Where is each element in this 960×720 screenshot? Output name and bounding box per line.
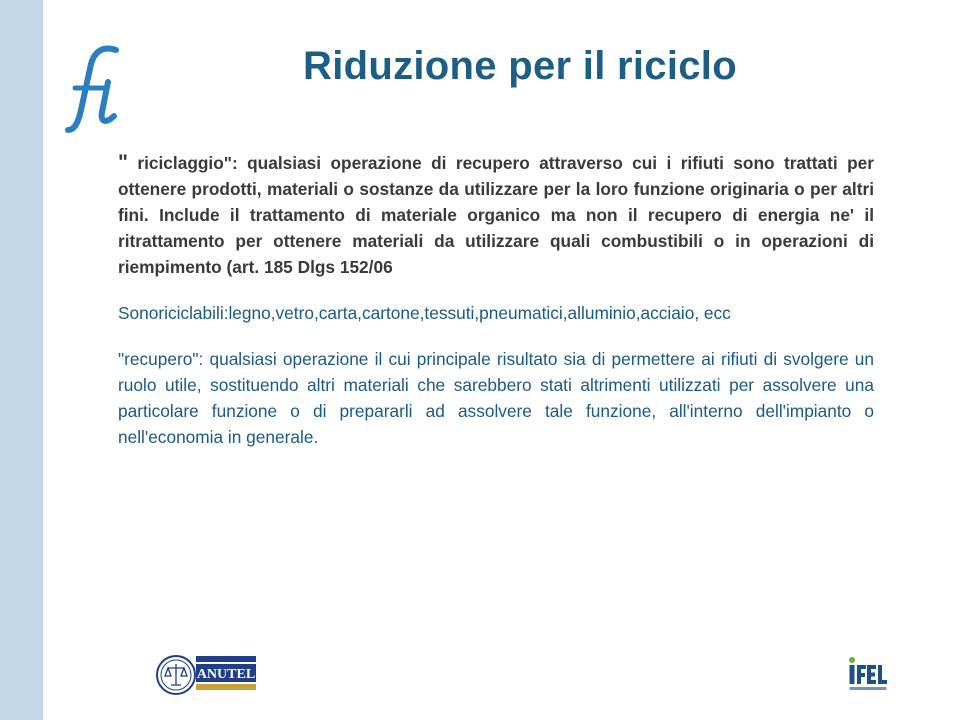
side-bar: [0, 0, 43, 720]
slide-title: Riduzione per il riciclo: [303, 44, 737, 88]
slide-content: [118, 150, 874, 450]
recyclable-materials-list: Sonoriciclabili:legno,vetro,carta,cartone,tessuti,pneumatici,alluminio,acciaio, ecc: [118, 303, 731, 323]
anutel-logo: [156, 654, 258, 696]
svg-text:ANUTEL: ANUTEL: [196, 667, 256, 682]
recupero-definition: "recupero": qualsiasi operazione il cui principale risultato sia di permettere ai rifiuti di svolgere un ruolo utile, sostituendo altri materiali che sarebbero stati altrimenti utilizzati per assolvere una particolare funzione o di prepararli ad assolvere tale funzione, all'interno dell'impianto o nell'economia in generale.: [118, 349, 874, 447]
riciclaggio-text: riciclaggio": qualsiasi operazione di recupero attraverso cui i rifiuti sono trattati per ottenere prodotti, materiali o sostanze da utilizzare per la loro funzione originaria o per altri fini. Include il trattamento di materiale organico ma non il recupero di energia ne' il ritrattamento per ottenere materiali da utilizzare quali combustibili o in operazioni di riempimento (art. 185 Dlgs 152/06: [118, 153, 874, 277]
fi-logo-icon: [60, 44, 130, 136]
opening-quote: ": [118, 151, 128, 174]
riciclaggio-definition: [118, 150, 874, 280]
ifel-logo: [848, 656, 888, 692]
